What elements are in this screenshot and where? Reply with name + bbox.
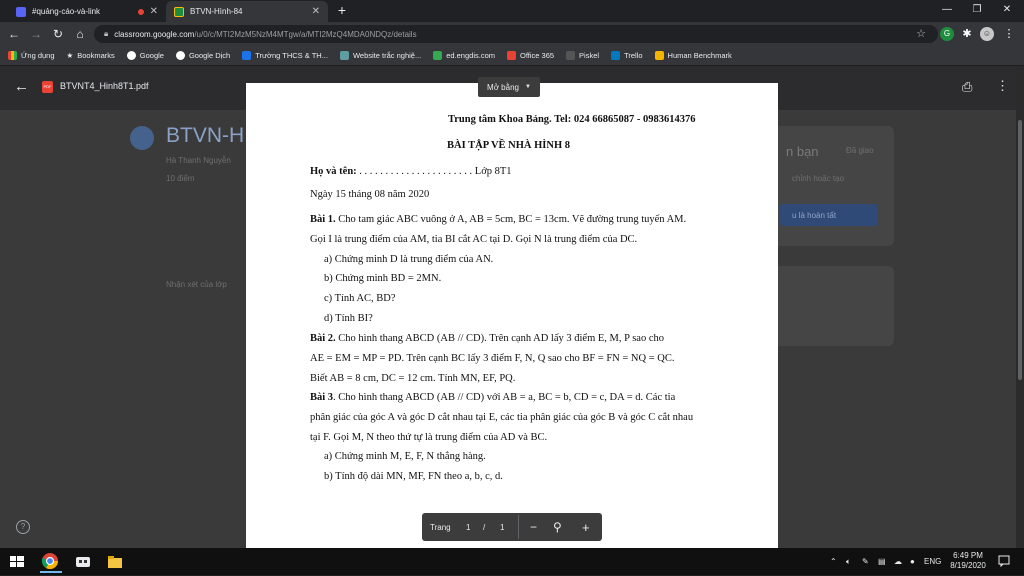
windows-taskbar <box>0 548 1024 575</box>
lock-icon: 🔒︎ <box>104 29 109 38</box>
exercise-3-line-3: tại F. Gọi M, N theo thứ tự là trung điểm của AD và BC. <box>310 432 548 443</box>
profile-avatar[interactable]: ☺ <box>980 27 994 41</box>
url-text: classroom.google.com/u/0/c/MTI2MzM5NzM4MTgw/a/MTI2MzQ4MDA0NDQz/details <box>114 29 417 39</box>
notifications-icon[interactable] <box>998 555 1010 569</box>
close-tab-icon[interactable]: ✕ <box>311 6 320 17</box>
exercise-1-b: b) Chứng minh BD = 2MN. <box>324 273 442 284</box>
zoom-in-icon[interactable]: + <box>582 519 590 535</box>
exercise-1-a: a) Chứng minh D là trung điểm của AN. <box>324 254 494 265</box>
points: 10 điểm <box>166 174 195 183</box>
network-icon[interactable]: ▤ <box>878 557 886 566</box>
bookmark-label: Human Benchmark <box>667 51 732 60</box>
microphone-icon[interactable]: ● <box>910 557 915 566</box>
author-name: Hà Thanh Nguyễn <box>166 156 231 165</box>
exercise-1-line-2: Gọi I là trung điểm của AM, tia BI cắt AC tại D. Gọi N là trung điểm của DC. <box>310 234 638 245</box>
help-icon[interactable]: ? <box>16 520 30 534</box>
back-arrow-icon[interactable]: ← <box>14 78 29 95</box>
bookmarks-bar <box>0 46 1024 66</box>
doc-title: BÀI TẬP VỀ NHÀ HÌNH 8 <box>447 140 571 151</box>
bookmark-label: Bookmarks <box>77 51 115 60</box>
bookmark-label: Piskel <box>579 51 600 60</box>
bookmark-apps[interactable] <box>8 51 55 60</box>
audio-recording-icon <box>138 9 144 15</box>
exercise-1-c: c) Tính AC, BD? <box>324 293 396 304</box>
assignment-icon <box>130 126 154 150</box>
new-tab-button[interactable]: + <box>337 2 347 18</box>
bookmark-label: Office 365 <box>519 51 555 60</box>
tab-title: BTVN-Hình-84 <box>190 7 243 16</box>
zoom-icon[interactable]: ⚲ <box>553 520 562 534</box>
bookmark-human-benchmark[interactable] <box>655 51 732 60</box>
pdf-page <box>246 83 778 549</box>
browser-toolbar <box>0 22 1024 46</box>
bookmark-label: Ứng dụng <box>21 51 55 60</box>
bookmark-piskel[interactable] <box>566 51 599 60</box>
discord-favicon-icon <box>16 7 26 17</box>
scrollbar-thumb[interactable] <box>1018 120 1022 380</box>
language-indicator[interactable]: ENG <box>924 557 942 566</box>
bookmark-truong-thcs[interactable] <box>242 51 328 60</box>
doc-date: Ngày 15 tháng 08 năm 2020 <box>310 189 430 200</box>
star-icon: ★ <box>66 51 74 60</box>
bookmark-bookmarks[interactable] <box>67 51 115 60</box>
tab-strip <box>0 0 1024 22</box>
pdf-icon: PDF <box>42 81 53 93</box>
page-label: Trang <box>430 522 451 532</box>
office-icon <box>507 51 516 60</box>
minimize-icon[interactable]: — <box>942 4 952 15</box>
exercise-3-a: a) Chứng minh M, E, F, N thẳng hàng. <box>324 451 486 462</box>
add-or-create: chỉnh hoặc tạo <box>792 174 845 183</box>
mark-done-label: u là hoàn tất <box>792 211 837 220</box>
bookmark-engdis[interactable] <box>433 51 495 60</box>
clock-time: 6:49 PM <box>953 551 983 560</box>
page-controls <box>422 513 602 541</box>
browser-menu-icon[interactable]: ⋮ <box>1003 28 1015 40</box>
doc-header: Trung tâm Khoa Bảng. Tel: 024 66865087 - 0983614376 <box>448 114 696 125</box>
exercise-1-line-1: Bài 1. Cho tam giác ABC vuông ở A, AB = 5cm, BC = 13cm. Vẽ đường trung tuyến AM. <box>310 214 687 225</box>
onedrive-icon[interactable]: ☁ <box>894 557 902 566</box>
home-icon[interactable]: ⌂ <box>76 27 84 41</box>
lightning-icon <box>655 51 664 60</box>
site-icon <box>433 51 442 60</box>
windows-start-icon[interactable] <box>8 553 26 571</box>
exercise-3-line-1: Bài 3. Cho hình thang ABCD (AB // CD) với AB = a, BC = b, CD = c, DA = d. Các tia <box>310 392 676 403</box>
open-with-button[interactable] <box>478 77 540 97</box>
address-bar[interactable] <box>94 25 938 43</box>
apps-grid-icon <box>8 51 17 60</box>
your-work-title: n bạn <box>786 144 819 159</box>
private-comments-card <box>770 266 894 346</box>
zoom-out-icon[interactable]: − <box>530 520 538 534</box>
close-tab-icon[interactable]: ✕ <box>149 6 158 17</box>
exercise-1-d: d) Tính BI? <box>324 313 373 324</box>
divider <box>518 515 519 539</box>
more-options-icon[interactable]: ⋮ <box>996 78 1009 93</box>
bookmark-label: Website trắc nghiệ... <box>352 51 422 60</box>
classroom-favicon-icon <box>174 7 184 17</box>
print-icon[interactable]: ⎙ <box>962 79 973 94</box>
tab-title: #quảng-cáo-và-link <box>32 7 101 16</box>
trello-icon <box>611 51 620 60</box>
exercise-2-line-1: Bài 2. Cho hình thang ABCD (AB // CD). Trên cạnh AD lấy 3 điểm E, M, P sao cho <box>310 333 664 344</box>
file-explorer-icon[interactable] <box>106 553 124 571</box>
open-with-label: Mở bằng <box>487 82 519 92</box>
chevron-down-icon: ▼ <box>524 84 531 90</box>
assigned-status: Đã giao <box>846 146 874 155</box>
bookmark-label: ed.engdis.com <box>446 51 495 60</box>
bookmark-google-dich[interactable] <box>176 51 230 60</box>
file-name: BTVNT4_Hinh8T1.pdf <box>60 81 149 91</box>
show-hidden-icons[interactable]: ⌃ <box>830 557 837 566</box>
tab-quang-cao[interactable] <box>8 1 166 22</box>
bookmark-label: Google Dịch <box>188 51 231 60</box>
grammarly-extension-icon[interactable]: G <box>940 27 954 41</box>
clock[interactable] <box>948 551 988 571</box>
restore-icon[interactable]: ❐ <box>972 4 982 15</box>
google-icon <box>127 51 136 60</box>
bookmark-label: Google <box>139 51 164 60</box>
bookmark-label: Trường THCS & TH... <box>255 51 328 60</box>
page-current[interactable]: 1 <box>466 522 471 532</box>
bookmark-office-365[interactable] <box>507 51 554 60</box>
bookmark-google[interactable] <box>127 51 164 60</box>
pen-icon[interactable]: ✎ <box>862 557 869 566</box>
assignment-title: BTVN-H <box>166 124 245 147</box>
bookmark-label: Trello <box>624 51 643 60</box>
name-line: Họ và tên: . . . . . . . . . . . . . . . . . . . . . . Lớp 8T1 <box>310 166 512 177</box>
class-comments-label: Nhận xét của lớp <box>166 280 227 289</box>
app-taskbar-icon[interactable] <box>74 553 92 571</box>
bookmark-star-icon[interactable]: ☆ <box>916 28 926 40</box>
bookmark-website-trac-nghiem[interactable] <box>340 51 421 60</box>
exercise-3-line-2: phân giác của góc A và góc D cắt nhau tại E, các tia phân giác của góc B và góc C cắt nhau <box>310 412 694 423</box>
bookmark-trello[interactable] <box>611 51 642 60</box>
site-icon <box>242 51 251 60</box>
exercise-3-b: b) Tính độ dài MN, MF, FN theo a, b, c, d. <box>324 471 503 482</box>
exercise-2-line-3: Biết AB = 8 cm, DC = 12 cm. Tính MN, EF, PQ. <box>310 373 516 384</box>
speaker-icon[interactable]: 🔈︎ <box>846 557 851 566</box>
piskel-icon <box>566 51 575 60</box>
close-window-icon[interactable]: ✕ <box>1002 4 1012 15</box>
tab-btvn-hinh[interactable] <box>166 1 328 22</box>
google-icon <box>176 51 185 60</box>
page-total: 1 <box>500 522 505 532</box>
page-separator: / <box>483 522 486 532</box>
exercise-2-line-2: AE = EM = MP = PD. Trên cạnh BC lấy 3 điểm F, N, Q sao cho BF = FN = NQ = QC. <box>310 353 675 364</box>
back-icon[interactable]: ← <box>8 27 20 41</box>
site-icon <box>340 51 349 60</box>
chrome-taskbar-icon[interactable] <box>40 551 62 573</box>
extensions-puzzle-icon[interactable]: ✱ <box>962 28 972 40</box>
clock-date: 8/19/2020 <box>950 561 986 570</box>
forward-icon[interactable]: → <box>30 27 42 41</box>
reload-icon[interactable]: ↻ <box>52 27 64 41</box>
